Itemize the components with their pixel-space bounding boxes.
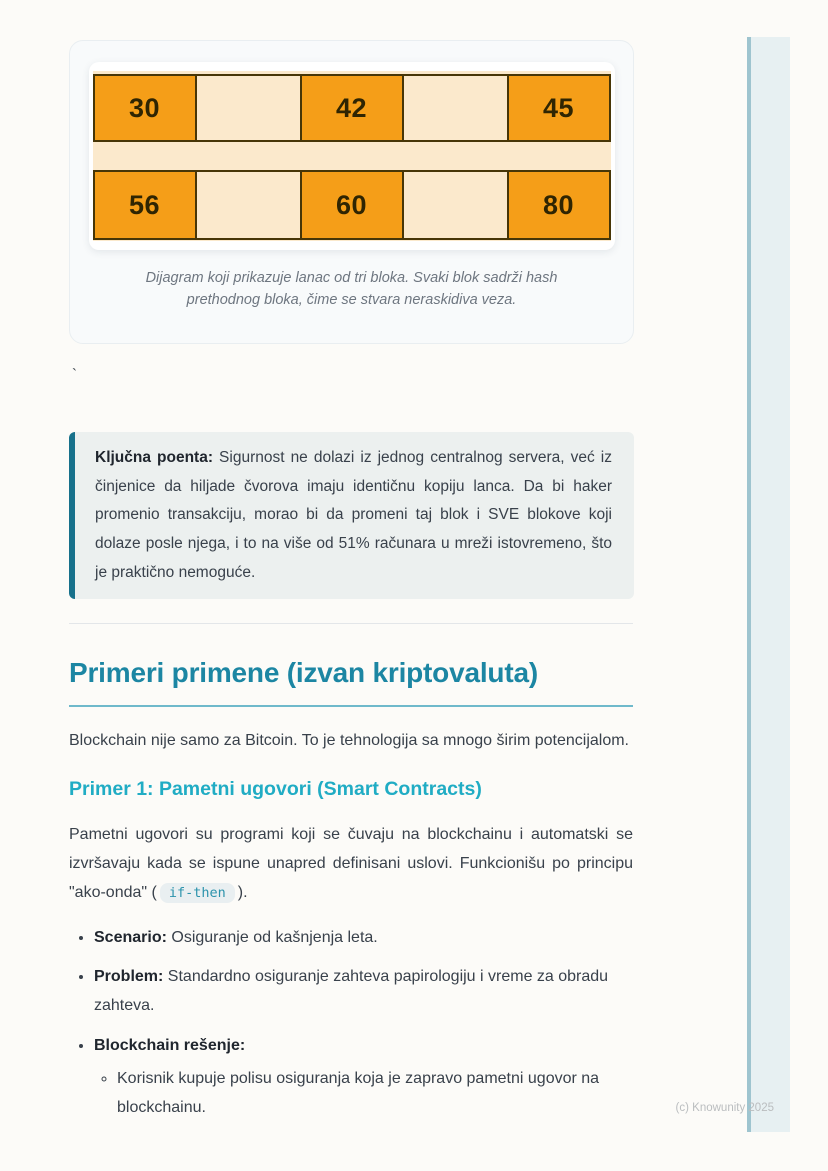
list-item [94, 1032, 633, 1122]
section-title: Primeri primene (izvan kriptovaluta) [69, 657, 538, 689]
figure-caption: Dijagram koji prikazuje lanac od tri bloka. Svaki blok sadrži hash prethodnog bloka, čime se stvara neraskidiva veza. [145, 270, 558, 309]
key-point-callout [69, 432, 634, 599]
diagram-block: 45 [507, 76, 611, 140]
figure-card [69, 40, 634, 344]
stray-backtick: ` [72, 366, 77, 383]
document-content [69, 40, 633, 1133]
inline-code: if-then [160, 883, 235, 903]
nested-list-item [117, 1065, 633, 1123]
list-item-label: Problem: [94, 968, 164, 986]
page-edge-strip [747, 37, 790, 1132]
subsection-title: Primer 1: Pametni ugovori (Smart Contracts) [69, 777, 482, 800]
list-item-text: Korisnik kupuje polisu osiguranja koja je zapravo pametni ugovor na blockchainu. [117, 1069, 600, 1116]
paragraph-text: ). [237, 883, 248, 901]
smart-contracts-paragraph [69, 821, 633, 907]
list-item [94, 924, 633, 953]
list-item-label: Scenario: [94, 928, 167, 946]
intro-paragraph: Blockchain nije samo za Bitcoin. To je tehnologija sa mnogo širim potencijalom. [69, 731, 629, 749]
diagram-row-bottom [93, 170, 611, 240]
blockchain-diagram-image [89, 62, 615, 250]
bullet-list [69, 924, 633, 1123]
list-item [94, 963, 633, 1021]
list-item-label: Blockchain rešenje: [94, 1036, 246, 1054]
callout-text: Sigurnost ne dolazi iz jednog centralnog servera, već iz činjenice da hiljade čvorova imaju identičnu kopiju lanca. Da bi haker promenio transakciju, morao bi da promeni taj blok i SVE blokove koji dolaze posle njega, i to na više od 51% računara u mreži istovremeno, što je praktično nemoguće. [95, 449, 612, 581]
blockchain-diagram [93, 71, 611, 241]
diagram-block: 42 [300, 76, 404, 140]
list-item-text: Osiguranje od kašnjenja leta. [171, 928, 378, 946]
diagram-row-top [93, 74, 611, 142]
callout-label: Ključna poenta: [95, 449, 213, 466]
diagram-block: 30 [93, 76, 197, 140]
list-item-text: Standardno osiguranje zahteva papirologiju i vreme za obradu zahteva. [94, 968, 609, 1015]
nested-bullet-list [94, 1065, 633, 1123]
diagram-block: 60 [300, 172, 404, 238]
copyright-notice: (c) Knowunity 2025 [675, 1102, 774, 1114]
diagram-block: 56 [93, 172, 197, 238]
diagram-block: 80 [507, 172, 611, 238]
horizontal-rule [69, 623, 633, 624]
paragraph-text: Pametni ugovori su programi koji se čuvaju na blockchainu i automatski se izvršavaju kada se ispune unapred definisani uslovi. Funkcionišu po principu "ako-onda" ( [69, 826, 633, 901]
section-title-underline [69, 705, 633, 707]
